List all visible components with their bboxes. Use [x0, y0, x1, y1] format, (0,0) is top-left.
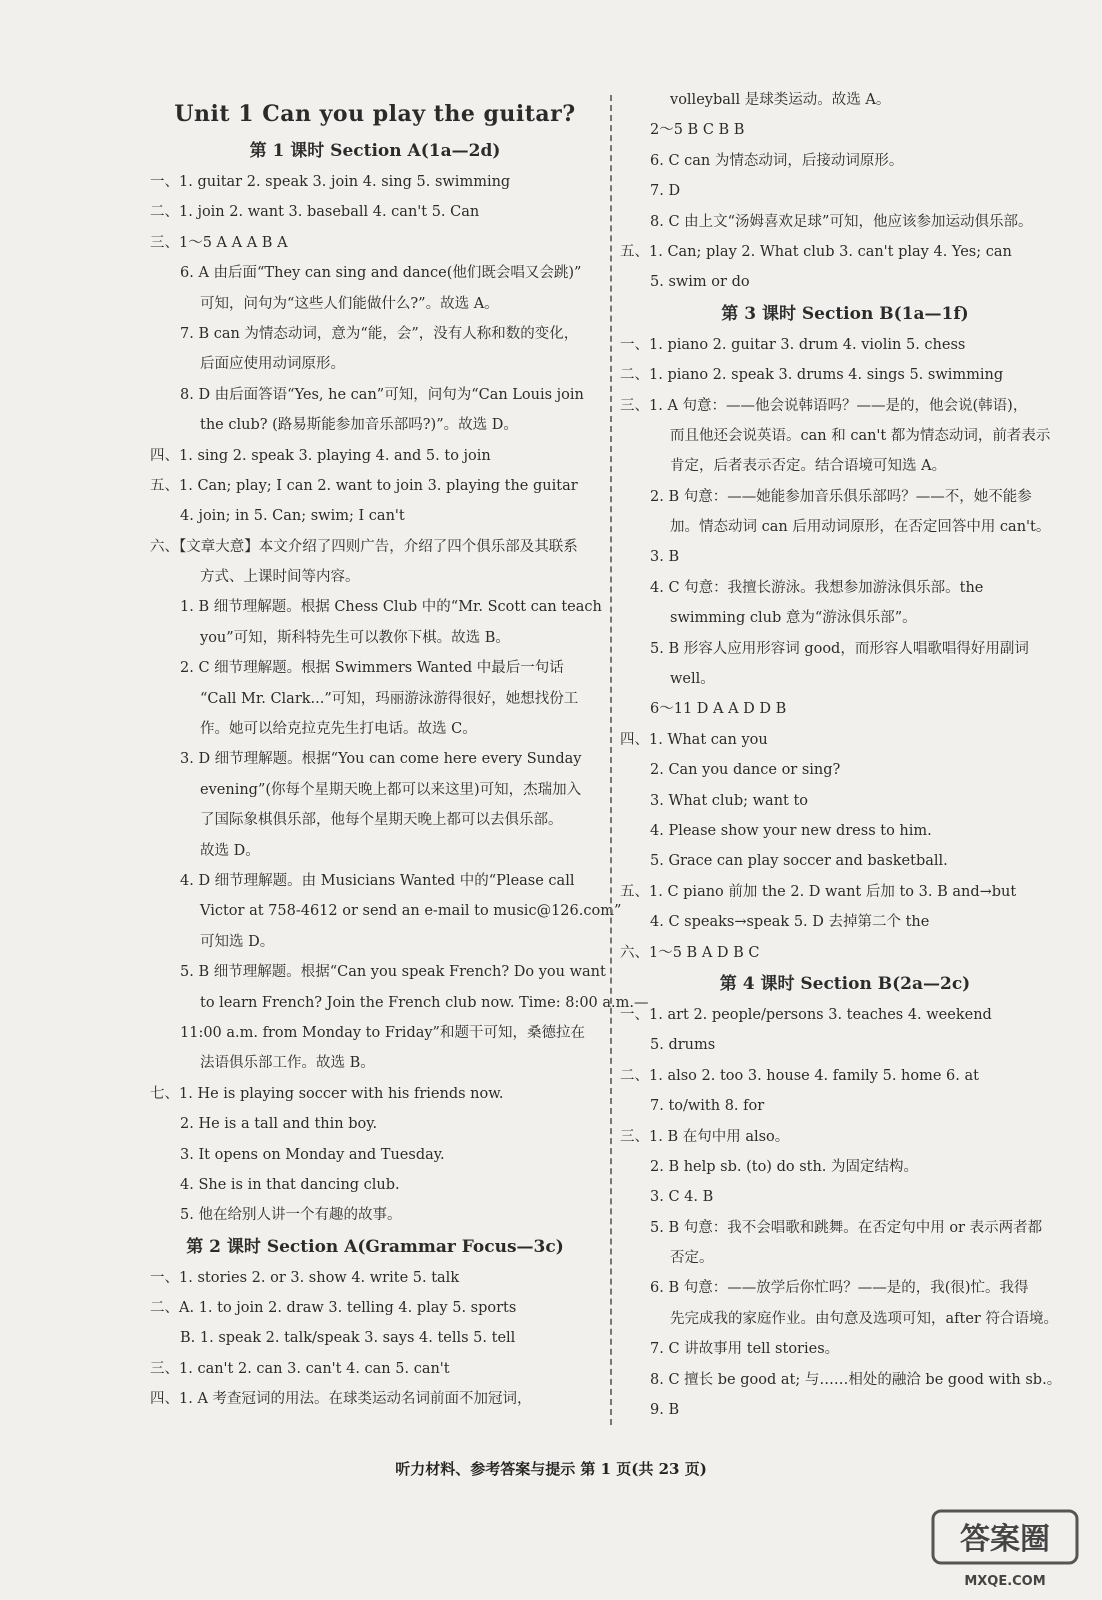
- section-title-2: 第 2 课时 Section A(Grammar Focus—3c): [186, 1236, 564, 1257]
- answer-line: 5. drums: [650, 1037, 716, 1054]
- answer-line: 5. swim or do: [650, 274, 750, 291]
- left-column: [150, 85, 649, 1415]
- answer-line: 二、1. join 2. want 3. baseball 4. can't 5. Can: [150, 204, 480, 221]
- answer-line: the club? (路易斯能参加音乐部吗?)”。故选 D。: [200, 417, 518, 434]
- answer-line: 作。她可以给克拉克先生打电话。故选 C。: [200, 721, 477, 738]
- answer-line: 9. B: [650, 1402, 680, 1419]
- answer-line: 4. Please show your new dress to him.: [650, 822, 932, 839]
- watermark-logo: [925, 1505, 1085, 1595]
- answer-line: 四、1. sing 2. speak 3. playing 4. and 5. to join: [150, 447, 491, 464]
- answer-line: 三、1. can't 2. can 3. can't 4. can 5. can't: [150, 1360, 450, 1377]
- answer-line: 5. B 细节理解题。根据“Can you speak French? Do you want: [180, 964, 606, 981]
- answer-line: to learn French? Join the French club now. Time: 8:00 a.m.—: [200, 994, 649, 1011]
- answer-line: 7. D: [650, 183, 681, 200]
- answer-line: 3. C 4. B: [650, 1189, 714, 1206]
- answer-line: 可知选 D。: [200, 933, 275, 950]
- section-4-answers: [620, 1000, 1070, 1425]
- answer-line: 五、1. Can; play 2. What club 3. can't play 4. Yes; can: [620, 243, 1012, 260]
- answer-line: 一、1. art 2. people/persons 3. teaches 4. weekend: [620, 1006, 992, 1023]
- answer-line: 2. B help sb. (to) do sth. 为固定结构。: [650, 1158, 919, 1175]
- answer-line: 3. D 细节理解题。根据“You can come here every Sunday: [180, 751, 582, 768]
- answer-line: 11:00 a.m. from Monday to Friday”和题干可知，桑德拉在: [180, 1024, 585, 1041]
- answer-line: “Call Mr. Clark...”可知，玛丽游泳游得很好，她想找份工: [200, 690, 579, 707]
- answer-line: 五、1. Can; play; I can 2. want to join 3. playing the guitar: [150, 477, 578, 494]
- answer-line: 8. C 擅长 be good at; 与……相处的融洽 be good with sb.。: [650, 1371, 1062, 1388]
- answer-line: 5. 他在给别人讲一个有趣的故事。: [180, 1207, 402, 1224]
- answer-line: 6. B 句意：——放学后你忙吗？——是的，我(很)忙。我得: [650, 1280, 1029, 1297]
- answer-line: 四、1. A 考查冠词的用法。在球类运动名词前面不加冠词，: [150, 1391, 532, 1408]
- answer-line: 了国际象棋俱乐部，他每个星期天晚上都可以去俱乐部。: [200, 812, 563, 829]
- answer-line: 否定。: [670, 1250, 714, 1267]
- answer-line: volleyball 是球类运动。故选 A。: [670, 92, 891, 108]
- right-column: [620, 85, 1070, 1425]
- section-1-answers: [150, 167, 649, 1231]
- answer-line: 6. A 由后面“They can sing and dance(他们既会唱又会跳)”: [180, 265, 582, 282]
- section-3-answers: [620, 330, 1070, 968]
- answer-line: 三、1～5 A A A B A: [150, 234, 288, 251]
- page-footer: 听力材料、参考答案与提示 第 1 页(共 23 页): [395, 1460, 707, 1478]
- section-2-answers: [150, 1263, 600, 1415]
- answer-line: 4. D 细节理解题。由 Musicians Wanted 中的“Please call: [180, 872, 575, 889]
- answer-line: 四、1. What can you: [620, 731, 768, 748]
- answer-line: 2～5 B C B B: [650, 122, 745, 139]
- answer-line: 六、1～5 B A D B C: [620, 944, 760, 961]
- answer-line: 7. B can 为情态动词，意为“能，会”，没有人称和数的变化，: [180, 325, 579, 342]
- answer-line: 二、A. 1. to join 2. draw 3. telling 4. play 5. sports: [150, 1300, 517, 1317]
- answer-line: evening”(你每个星期天晚上都可以来这里)可知，杰瑞加入: [200, 781, 582, 798]
- answer-line: 方式、上课时间等内容。: [200, 569, 360, 586]
- answer-line: 6～11 D A A D D B: [650, 701, 787, 718]
- answer-line: 2. C 细节理解题。根据 Swimmers Wanted 中最后一句话: [180, 660, 564, 677]
- answer-line: 一、1. piano 2. guitar 3. drum 4. violin 5. chess: [620, 336, 966, 353]
- answer-line: 3. B: [650, 549, 680, 566]
- answer-line: 3. It opens on Monday and Tuesday.: [180, 1146, 445, 1163]
- answer-line: 七、1. He is playing soccer with his friends now.: [150, 1085, 504, 1102]
- answer-line: 4. C speaks→speak 5. D 去掉第二个 the: [650, 914, 930, 931]
- answer-line: 4. She is in that dancing club.: [180, 1176, 400, 1193]
- answer-line: 三、1. B 在句中用 also。: [620, 1128, 790, 1145]
- unit-title: Unit 1 Can you play the guitar?: [174, 101, 576, 127]
- answer-line: 4. C 句意：我擅长游泳。我想参加游泳俱乐部。the: [650, 579, 984, 596]
- answer-line: 5. B 句意：我不会唱歌和跳舞。在否定句中用 or 表示两者都: [650, 1219, 1043, 1236]
- answer-line: 二、1. piano 2. speak 3. drums 4. sings 5. swimming: [620, 367, 1004, 384]
- section-title-3: 第 3 课时 Section B(1a—1f): [721, 303, 969, 324]
- answer-line: 五、1. C piano 前加 the 2. D want 后加 to 3. B and→but: [620, 883, 1017, 900]
- answer-line: 故选 D。: [200, 842, 260, 859]
- answer-line: 肯定，后者表示否定。结合语境可知选 A。: [670, 458, 947, 475]
- answer-line: 8. C 由上文“汤姆喜欢足球”可知，他应该参加运动俱乐部。: [650, 213, 1033, 230]
- answer-line: 8. D 由后面答语“Yes, he can”可知，问句为“Can Louis join: [180, 386, 584, 403]
- answer-line: 三、1. A 句意：——他会说韩语吗？——是的，他会说(韩语)，: [620, 397, 1028, 414]
- answer-line: well。: [670, 671, 715, 688]
- answer-line: 5. B 形容人应用形容词 good，而形容人唱歌唱得好用副词: [650, 640, 1029, 657]
- answer-line: 可知，问句为“这些人们能做什么?”。故选 A。: [200, 295, 499, 312]
- answer-line: 7. to/with 8. for: [650, 1098, 765, 1115]
- answer-line: 7. C 讲故事用 tell stories。: [650, 1341, 840, 1358]
- answer-line: 法语俱乐部工作。故选 B。: [200, 1055, 375, 1072]
- column-divider: [610, 95, 613, 1425]
- section-2-answers-continued: [620, 85, 1070, 298]
- answer-line: 先完成我的家庭作业。由句意及选项可知，after 符合语境。: [670, 1310, 1058, 1327]
- answer-line: 六、【文章大意】本文介绍了四则广告，介绍了四个俱乐部及其联系: [150, 538, 578, 555]
- answer-line: 5. Grace can play soccer and basketball.: [650, 853, 948, 870]
- answer-line: 二、1. also 2. too 3. house 4. family 5. home 6. at: [620, 1067, 979, 1084]
- answer-line: 1. B 细节理解题。根据 Chess Club 中的“Mr. Scott can teach: [180, 599, 602, 616]
- answer-line: 2. He is a tall and thin boy.: [180, 1116, 378, 1133]
- section-title-1: 第 1 课时 Section A(1a—2d): [249, 141, 501, 161]
- watermark-url: MXQE.COM: [964, 1574, 1046, 1589]
- answer-line: 2. Can you dance or sing?: [650, 762, 841, 779]
- answer-line: B. 1. speak 2. talk/speak 3. says 4. tells 5. tell: [180, 1330, 516, 1347]
- answer-line: 4. join; in 5. Can; swim; I can't: [180, 508, 405, 525]
- answer-line: 2. B 句意：——她能参加音乐俱乐部吗？——不，她不能参: [650, 488, 1032, 505]
- answer-line: 3. What club; want to: [650, 792, 809, 809]
- answer-line: 后面应使用动词原形。: [200, 356, 345, 373]
- answer-line: 一、1. guitar 2. speak 3. join 4. sing 5. swimming: [150, 174, 511, 190]
- answer-line: 加。情态动词 can 后用动词原形，在否定回答中用 can't。: [670, 519, 1051, 536]
- answer-line: swimming club 意为“游泳俱乐部”。: [670, 610, 917, 627]
- section-title-4: 第 4 课时 Section B(2a—2c): [719, 973, 971, 994]
- answer-line: 6. C can 为情态动词，后接动词原形。: [650, 152, 904, 169]
- answer-line: you”可知，斯科特先生可以教你下棋。故选 B。: [200, 629, 510, 646]
- watermark-logo-text: 答案圈: [960, 1522, 1050, 1557]
- answer-line: Victor at 758-4612 or send an e-mail to music@126.com”: [200, 903, 622, 920]
- answer-line: 一、1. stories 2. or 3. show 4. write 5. talk: [150, 1269, 460, 1286]
- answer-line: 而且他还会说英语。can 和 can't 都为情态动词，前者表示: [670, 427, 1051, 444]
